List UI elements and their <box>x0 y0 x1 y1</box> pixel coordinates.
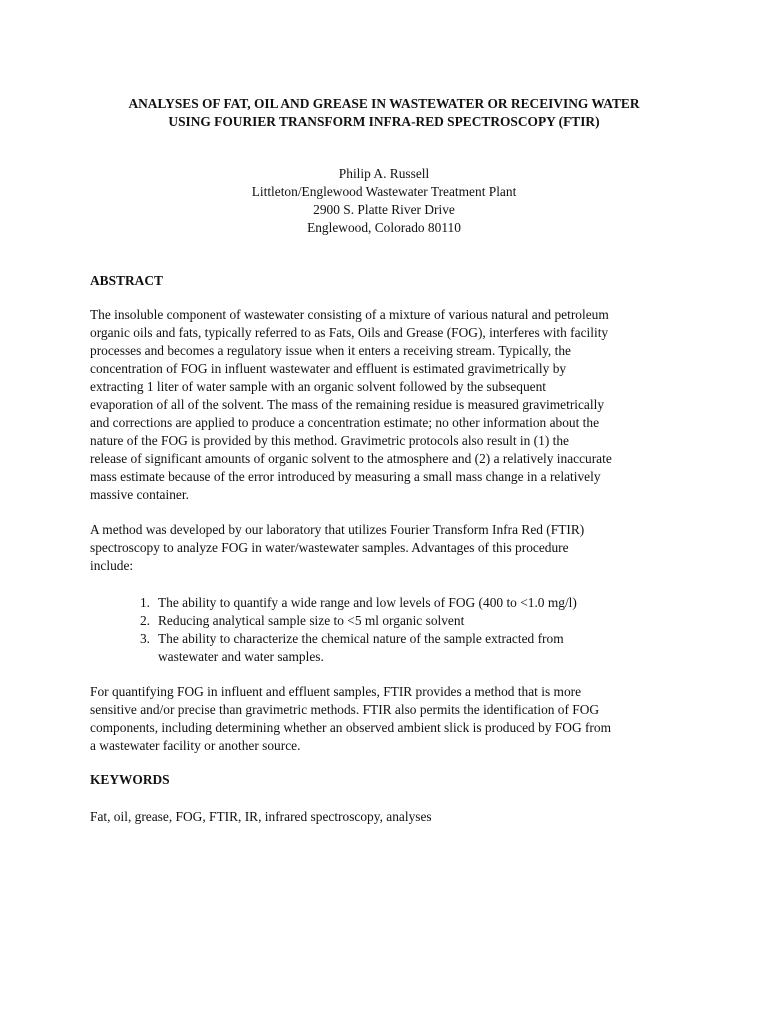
list-item <box>130 594 690 612</box>
list-item-number: 2. <box>139 613 150 628</box>
keywords-heading: KEYWORDS <box>90 772 170 787</box>
paragraph-line: nature of the FOG is provided by this method. Gravimetric protocols also result in (1) the <box>90 433 569 448</box>
paragraph-line: A method was developed by our laboratory that utilizes Fourier Transform Infra Red (FTIR) <box>90 522 585 537</box>
paragraph-line: processes and becomes a regulatory issue when it enters a receiving stream. Typically, the <box>90 343 571 358</box>
title-line-2: USING FOURIER TRANSFORM INFRA-RED SPECTROSCOPY (FTIR) <box>168 114 600 129</box>
paragraph-line: mass estimate because of the error introduced by measuring a small mass change in a relatively <box>90 469 601 484</box>
author-city: Englewood, Colorado 80110 <box>307 220 461 235</box>
list-item-line: The ability to characterize the chemical nature of the sample extracted from <box>158 631 564 646</box>
paragraph-line: a wastewater facility or another source. <box>90 738 301 753</box>
list-item-text <box>158 594 690 612</box>
list-item-line: Reducing analytical sample size to <5 ml organic solvent <box>158 613 465 628</box>
title-line-1: ANALYSES OF FAT, OIL AND GREASE IN WASTEWATER OR RECEIVING WATER <box>128 96 640 111</box>
author-block <box>60 165 708 237</box>
paragraph-line: include: <box>90 558 134 573</box>
keywords-text: Fat, oil, grease, FOG, FTIR, IR, infrared spectroscopy, analyses <box>90 809 432 824</box>
list-item-number: 3. <box>139 631 150 646</box>
abstract-paragraph-2 <box>90 521 690 575</box>
list-item-text <box>158 630 690 666</box>
paper-title <box>60 95 708 131</box>
paragraph-line: spectroscopy to analyze FOG in water/wastewater samples. Advantages of this procedure <box>90 540 569 555</box>
paragraph-line: For quantifying FOG in influent and effluent samples, FTIR provides a method that is more <box>90 684 582 699</box>
abstract-paragraph-3 <box>90 683 690 755</box>
paragraph-line: extracting 1 liter of water sample with an organic solvent followed by the subsequent <box>90 379 547 394</box>
list-item-line: The ability to quantify a wide range and low levels of FOG (400 to <1.0 mg/l) <box>158 595 577 610</box>
author-street: 2900 S. Platte River Drive <box>313 202 455 217</box>
paragraph-line: concentration of FOG in influent wastewater and effluent is estimated gravimetrically by <box>90 361 567 376</box>
list-item-line: wastewater and water samples. <box>158 649 324 664</box>
paragraph-line: The insoluble component of wastewater consisting of a mixture of various natural and petroleum <box>90 307 609 322</box>
list-item <box>130 630 690 666</box>
advantages-list <box>130 594 690 666</box>
list-item-number: 1. <box>139 595 150 610</box>
paragraph-line: release of significant amounts of organic solvent to the atmosphere and (2) a relatively inaccurate <box>90 451 612 466</box>
author-name: Philip A. Russell <box>338 166 430 181</box>
paragraph-line: and corrections are applied to produce a concentration estimate; no other information about the <box>90 415 600 430</box>
list-item-text <box>158 612 690 630</box>
abstract-heading: ABSTRACT <box>90 273 163 288</box>
paragraph-line: organic oils and fats, typically referred to as Fats, Oils and Grease (FOG), interferes with facility <box>90 325 609 340</box>
paragraph-line: massive container. <box>90 487 189 502</box>
paragraph-line: evaporation of all of the solvent. The mass of the remaining residue is measured gravimetrically <box>90 397 605 412</box>
abstract-paragraph-1 <box>90 306 690 504</box>
paragraph-line: sensitive and/or precise than gravimetric methods. FTIR also permits the identification of FOG <box>90 702 600 717</box>
author-organization: Littleton/Englewood Wastewater Treatment Plant <box>251 184 517 199</box>
paragraph-line: components, including determining whether an observed ambient slick is produced by FOG from <box>90 720 612 735</box>
list-item <box>130 612 690 630</box>
